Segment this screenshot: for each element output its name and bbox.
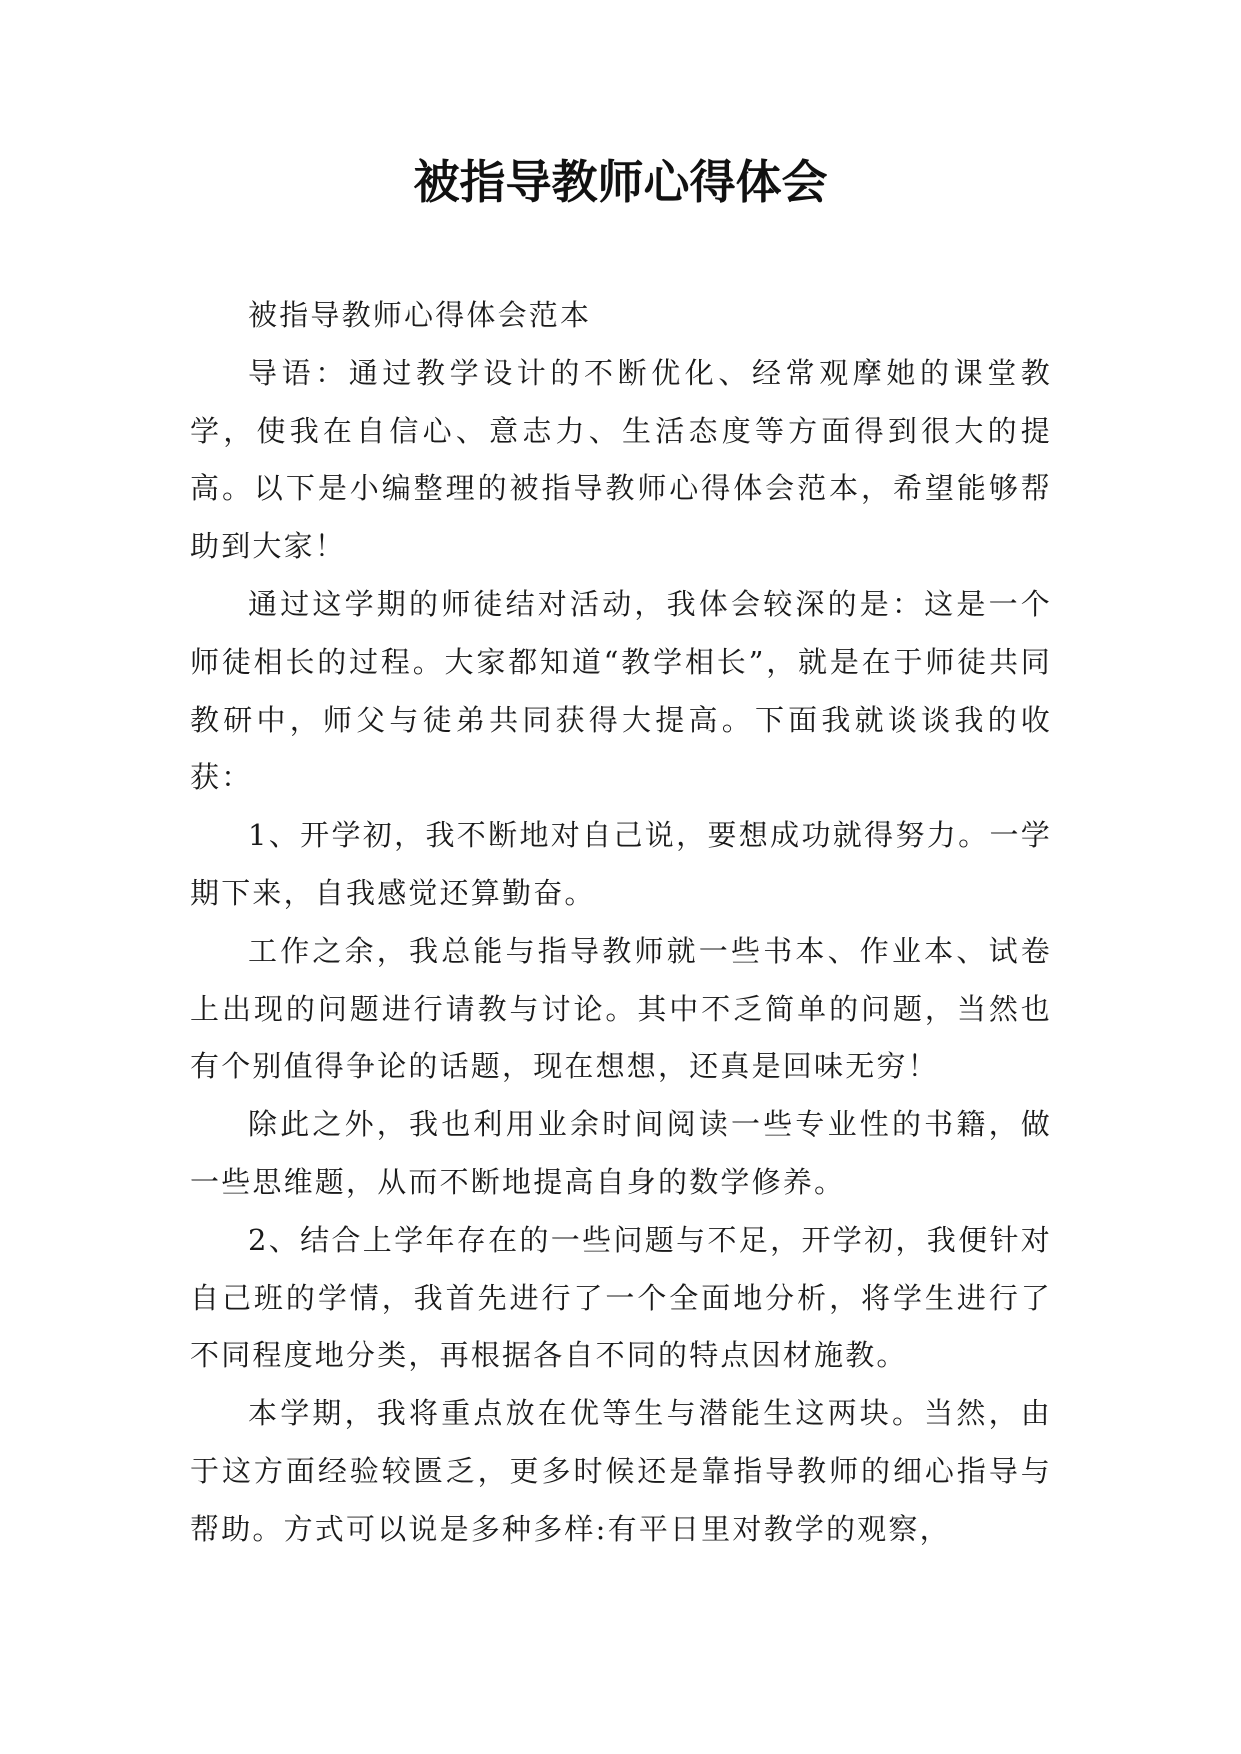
document-body bbox=[190, 287, 1052, 1559]
paragraph: 1、开学初，我不断地对自己说，要想成功就得努力。一学期下来，自我感觉还算勤奋。 bbox=[190, 818, 1052, 910]
document-title: 被指导教师心得体会 bbox=[413, 155, 828, 209]
paragraph-subtitle: 被指导教师心得体会范本 bbox=[248, 298, 592, 332]
paragraph: 工作之余，我总能与指导教师就一些书本、作业本、试卷上出现的问题进行请教与讨论。其中不乏简单的问题，当然也有个别值得争论的话题，现在想想，还真是回味无穷！ bbox=[190, 933, 1052, 1084]
paragraph-intro: 导语：通过教学设计的不断优化、经常观摩她的课堂教学，使我在自信心、意志力、生活态度等方面得到很大的提高。以下是小编整理的被指导教师心得体会范本，希望能够帮助到大家！ bbox=[190, 355, 1052, 564]
paragraph: 本学期，我将重点放在优等生与潜能生这两块。当然，由于这方面经验较匮乏，更多时候还是靠指导教师的细心指导与帮助。方式可以说是多种多样:有平日里对教学的观察， bbox=[190, 1396, 1052, 1546]
paragraph: 除此之外，我也利用业余时间阅读一些专业性的书籍，做一些思维题，从而不断地提高自身的数学修养。 bbox=[190, 1107, 1052, 1199]
paragraph: 通过这学期的师徒结对活动，我体会较深的是：这是一个师徒相长的过程。大家都知道“教学相长”，就是在于师徒共同教研中，师父与徒弟共同获得大提高。下面我就谈谈我的收获： bbox=[190, 586, 1052, 795]
paragraph: 2、结合上学年存在的一些问题与不足，开学初，我便针对自己班的学情，我首先进行了一个全面地分析，将学生进行了不同程度地分类，再根据各自不同的特点因材施教。 bbox=[190, 1222, 1052, 1373]
